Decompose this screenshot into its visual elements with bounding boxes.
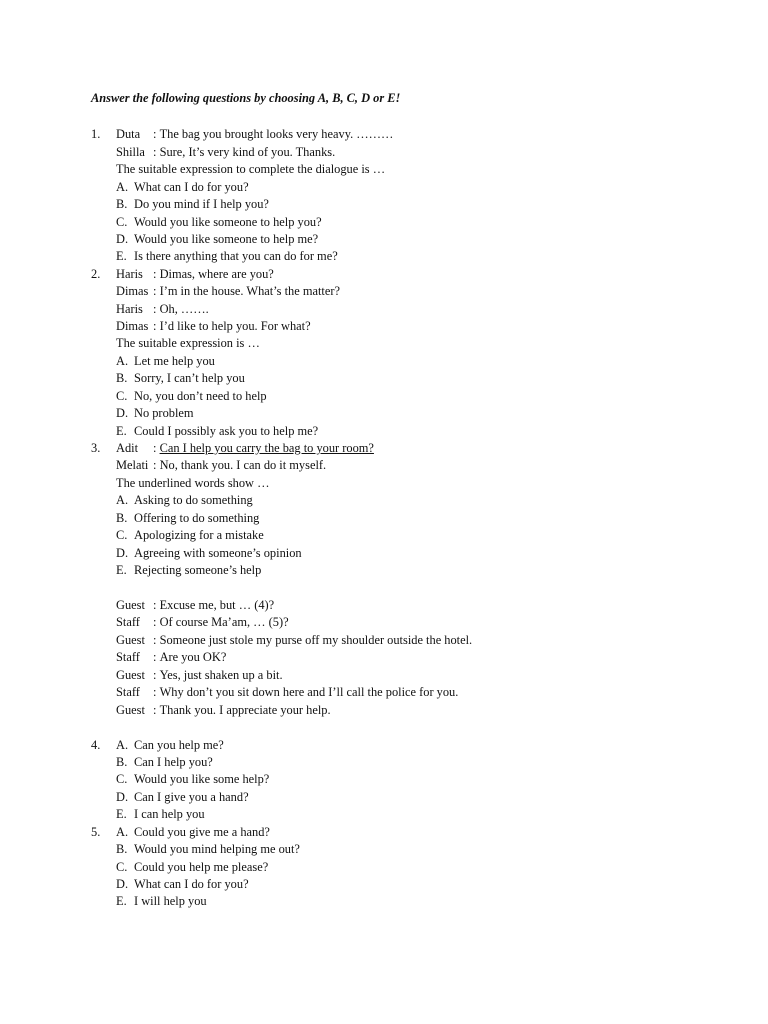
option-text: What can I do for you? bbox=[134, 180, 249, 194]
option-text: Do you mind if I help you? bbox=[134, 197, 269, 211]
dialogue-text: The bag you brought looks very heavy. ……… bbox=[159, 127, 394, 141]
option-text: I can help you bbox=[134, 807, 205, 821]
option-letter: B. bbox=[116, 197, 128, 211]
option-letter: D. bbox=[116, 546, 129, 560]
question-3-number: 3. bbox=[91, 441, 101, 455]
option-letter: A. bbox=[116, 354, 129, 368]
colon: : bbox=[153, 458, 157, 472]
option-letter: B. bbox=[116, 371, 128, 385]
option-text: Apologizing for a mistake bbox=[134, 528, 264, 542]
option-d bbox=[116, 545, 302, 562]
speaker-name: Haris bbox=[116, 302, 143, 316]
option-letter: D. bbox=[116, 877, 129, 891]
option-text: No problem bbox=[134, 406, 194, 420]
option-letter: A. bbox=[116, 493, 129, 507]
option-d bbox=[116, 876, 249, 893]
option-b bbox=[116, 754, 213, 771]
option-a bbox=[116, 179, 249, 196]
speaker-name: Guest bbox=[116, 668, 145, 682]
option-letter: C. bbox=[116, 860, 128, 874]
dialogue-line bbox=[116, 684, 458, 701]
option-b bbox=[116, 196, 269, 213]
option-a bbox=[116, 492, 253, 509]
dialogue-line bbox=[116, 440, 374, 457]
option-text: Could I possibly ask you to help me? bbox=[134, 424, 319, 438]
speaker-name: Staff bbox=[116, 650, 140, 664]
dialogue-line bbox=[116, 318, 311, 335]
option-text: Offering to do something bbox=[134, 511, 260, 525]
option-letter: C. bbox=[116, 215, 128, 229]
option-e bbox=[116, 806, 205, 823]
option-c bbox=[116, 214, 322, 231]
dialogue-line bbox=[116, 649, 226, 666]
option-text: Could you give me a hand? bbox=[134, 825, 270, 839]
option-letter: C. bbox=[116, 772, 128, 786]
colon: : bbox=[153, 284, 157, 298]
dialogue-text: Yes, just shaken up a bit. bbox=[159, 668, 283, 682]
option-letter: D. bbox=[116, 406, 129, 420]
option-e bbox=[116, 893, 207, 910]
option-letter: A. bbox=[116, 738, 129, 752]
option-text: Would you like someone to help me? bbox=[134, 232, 319, 246]
option-c bbox=[116, 771, 269, 788]
dialogue-text: I’m in the house. What’s the matter? bbox=[159, 284, 340, 298]
underlined-dialogue-text: Can I help you carry the bag to your room? bbox=[159, 441, 374, 455]
option-text: Can I give you a hand? bbox=[134, 790, 249, 804]
option-text: I will help you bbox=[134, 894, 207, 908]
colon: : bbox=[153, 668, 157, 682]
option-letter: D. bbox=[116, 790, 129, 804]
question-1-number: 1. bbox=[91, 127, 101, 141]
colon: : bbox=[153, 615, 157, 629]
option-a bbox=[116, 737, 224, 754]
option-text: Would you like someone to help you? bbox=[134, 215, 322, 229]
option-letter: E. bbox=[116, 249, 127, 263]
speaker-name: Haris bbox=[116, 267, 143, 281]
speaker-name: Duta bbox=[116, 127, 141, 141]
option-letter: A. bbox=[116, 825, 129, 839]
option-text: What can I do for you? bbox=[134, 877, 249, 891]
option-d bbox=[116, 405, 194, 422]
option-text: Agreeing with someone’s opinion bbox=[134, 546, 302, 560]
colon: : bbox=[153, 302, 157, 316]
option-b bbox=[116, 841, 300, 858]
colon: : bbox=[153, 145, 157, 159]
dialogue-text: Sure, It’s very kind of you. Thanks. bbox=[159, 145, 336, 159]
question-4-number: 4. bbox=[91, 738, 101, 752]
option-text: Can I help you? bbox=[134, 755, 213, 769]
speaker-name: Staff bbox=[116, 615, 140, 629]
option-text: Would you mind helping me out? bbox=[134, 842, 300, 856]
instruction-heading: Answer the following questions by choosing A, B, C, D or E! bbox=[91, 91, 401, 105]
option-b bbox=[116, 370, 245, 387]
option-text: Is there anything that you can do for me? bbox=[134, 249, 338, 263]
option-letter: C. bbox=[116, 528, 128, 542]
dialogue-text: Why don’t you sit down here and I’ll call the police for you. bbox=[159, 685, 459, 699]
question-1-prompt: The suitable expression to complete the dialogue is … bbox=[116, 162, 386, 176]
speaker-name: Dimas bbox=[116, 319, 149, 333]
colon: : bbox=[153, 685, 157, 699]
option-c bbox=[116, 859, 268, 876]
option-letter: E. bbox=[116, 894, 127, 908]
option-text: Sorry, I can’t help you bbox=[134, 371, 245, 385]
dialogue-line bbox=[116, 667, 283, 684]
dialogue-line bbox=[116, 632, 472, 649]
option-c bbox=[116, 388, 267, 405]
speaker-name: Guest bbox=[116, 703, 145, 717]
option-text: Let me help you bbox=[134, 354, 215, 368]
option-a bbox=[116, 824, 270, 841]
option-d bbox=[116, 231, 318, 248]
dialogue-line bbox=[116, 457, 326, 474]
option-letter: E. bbox=[116, 563, 127, 577]
dialogue-line bbox=[116, 301, 209, 318]
colon: : bbox=[153, 633, 157, 647]
dialogue-text: Thank you. I appreciate your help. bbox=[159, 703, 331, 717]
dialogue-line bbox=[116, 126, 393, 143]
colon: : bbox=[153, 703, 157, 717]
colon: : bbox=[153, 319, 157, 333]
dialogue-text: Oh, ……. bbox=[159, 302, 209, 316]
dialogue-text: Excuse me, but … (4)? bbox=[159, 598, 275, 612]
question-2-number: 2. bbox=[91, 267, 101, 281]
option-letter: B. bbox=[116, 842, 128, 856]
option-letter: A. bbox=[116, 180, 129, 194]
option-text: Rejecting someone’s help bbox=[134, 563, 262, 577]
dialogue-text: Of course Ma’am, … (5)? bbox=[159, 615, 289, 629]
question-5-number: 5. bbox=[91, 825, 101, 839]
speaker-name: Guest bbox=[116, 598, 145, 612]
option-letter: E. bbox=[116, 424, 127, 438]
option-e bbox=[116, 562, 261, 579]
dialogue-text: Someone just stole my purse off my shoulder outside the hotel. bbox=[159, 633, 473, 647]
option-a bbox=[116, 353, 215, 370]
dialogue-line bbox=[116, 597, 274, 614]
option-letter: D. bbox=[116, 232, 129, 246]
option-text: Asking to do something bbox=[134, 493, 253, 507]
option-letter: B. bbox=[116, 511, 128, 525]
dialogue-text: No, thank you. I can do it myself. bbox=[159, 458, 327, 472]
colon: : bbox=[153, 650, 157, 664]
option-letter: B. bbox=[116, 755, 128, 769]
question-2-prompt: The suitable expression is … bbox=[116, 336, 260, 350]
option-b bbox=[116, 510, 259, 527]
colon: : bbox=[153, 441, 157, 455]
question-3-prompt: The underlined words show … bbox=[116, 476, 270, 490]
dialogue-line bbox=[116, 283, 340, 300]
speaker-name: Shilla bbox=[116, 145, 145, 159]
colon: : bbox=[153, 598, 157, 612]
colon: : bbox=[153, 267, 157, 281]
dialogue-line bbox=[116, 614, 289, 631]
option-letter: C. bbox=[116, 389, 128, 403]
option-text: Could you help me please? bbox=[134, 860, 269, 874]
speaker-name: Adit bbox=[116, 441, 139, 455]
speaker-name: Guest bbox=[116, 633, 145, 647]
option-text: Would you like some help? bbox=[134, 772, 270, 786]
option-c bbox=[116, 527, 264, 544]
option-letter: E. bbox=[116, 807, 127, 821]
dialogue-text: I’d like to help you. For what? bbox=[159, 319, 311, 333]
option-e bbox=[116, 423, 318, 440]
option-text: Can you help me? bbox=[134, 738, 224, 752]
option-e bbox=[116, 248, 338, 265]
option-text: No, you don’t need to help bbox=[134, 389, 267, 403]
speaker-name: Melati bbox=[116, 458, 149, 472]
dialogue-text: Are you OK? bbox=[159, 650, 227, 664]
dialogue-text: Dimas, where are you? bbox=[159, 267, 274, 281]
dialogue-line bbox=[116, 702, 331, 719]
option-d bbox=[116, 789, 249, 806]
dialogue-line bbox=[116, 266, 274, 283]
speaker-name: Staff bbox=[116, 685, 140, 699]
speaker-name: Dimas bbox=[116, 284, 149, 298]
dialogue-line bbox=[116, 144, 335, 161]
colon: : bbox=[153, 127, 157, 141]
